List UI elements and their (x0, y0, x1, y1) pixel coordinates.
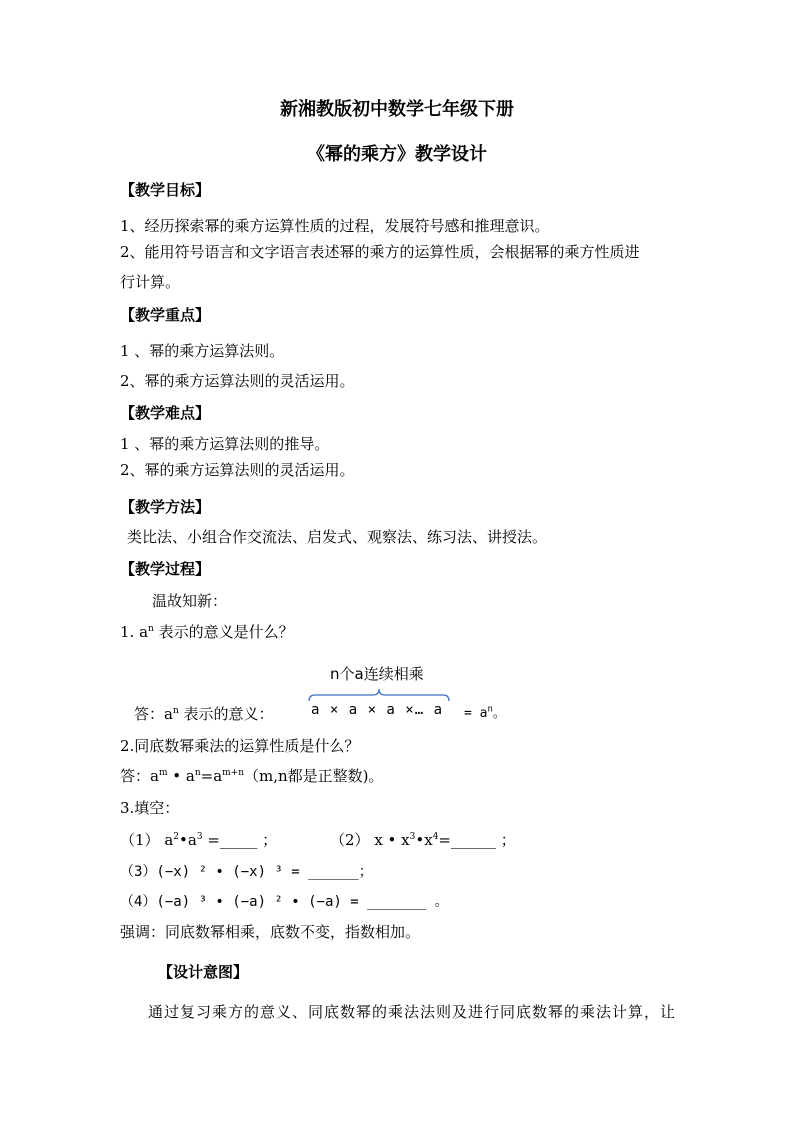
methods-heading: 【教学方法】 (120, 498, 211, 516)
question-3: 3.填空： (120, 799, 180, 817)
question-1: 1. $a^n$ 表示的意义是什么？ (120, 623, 294, 641)
brace-label: n个a连续相乘 (330, 665, 424, 683)
fill-blank-4: （4）(−a) ³ • (−a) ² • (−a) = _______ 。 (120, 894, 449, 910)
intent-heading: 【设计意图】 (158, 963, 249, 981)
fill-blank-2: （2） x • $x^3•x^4=\_\_\_\_\_\_$ ； (330, 831, 516, 849)
goal-item-1: 1、经历探索幂的乘方运算性质的过程，发展符号感和推理意识。 (120, 217, 550, 235)
key-point-1: 1 、幂的乘方运算法则。 (120, 342, 285, 360)
answer-2: 答：$a^m$ • $a^n=a^{m+n}(m,n$都是正整数)。 (120, 767, 384, 785)
fill-blank-1: （1） $a^2•a^3$ =_____ ； (120, 831, 278, 849)
process-heading: 【教学过程】 (120, 560, 211, 578)
goal-item-2b: 行计算。 (120, 273, 181, 291)
intent-text: 通过复习乘方的意义、同底数幂的乘法法则及进行同底数幂的乘法计算，让 (148, 1003, 677, 1021)
difficulty-2: 2、幂的乘方运算法则的灵活运用。 (120, 461, 355, 479)
goal-item-2a: 2、能用符号语言和文字语言表述幂的乘方的运算性质，会根据幂的乘方性质进 (120, 243, 640, 261)
difficulty-1: 1 、幂的乘方运算法则的推导。 (120, 435, 330, 453)
review-label: 温故知新： (152, 592, 228, 610)
product-result: = $a^n$。 (464, 704, 506, 721)
fill-blank-3: （3）(−x) ² • (−x) ³ = ______； (120, 864, 373, 880)
difficulties-heading: 【教学难点】 (120, 404, 211, 422)
emphasis-text: 强调：同底数幂相乘，底数不变，指数相加。 (120, 923, 421, 941)
methods-text: 类比法、小组合作交流法、启发式、观察法、练习法、讲授法。 (127, 528, 548, 546)
key-point-2: 2、幂的乘方运算法则的灵活运用。 (120, 372, 355, 390)
product-expression: a × a × a ×… a (311, 702, 444, 718)
question-2: 2.同底数幂乘法的运算性质是什么？ (120, 737, 360, 755)
goals-heading: 【教学目标】 (120, 181, 211, 199)
answer-1: 答：$a^n$ 表示的意义： (134, 705, 274, 723)
doc-title: 新湘教版初中数学七年级下册 (280, 99, 514, 120)
doc-subtitle: 《幂的乘方》教学设计 (307, 144, 487, 165)
key-points-heading: 【教学重点】 (120, 306, 211, 324)
